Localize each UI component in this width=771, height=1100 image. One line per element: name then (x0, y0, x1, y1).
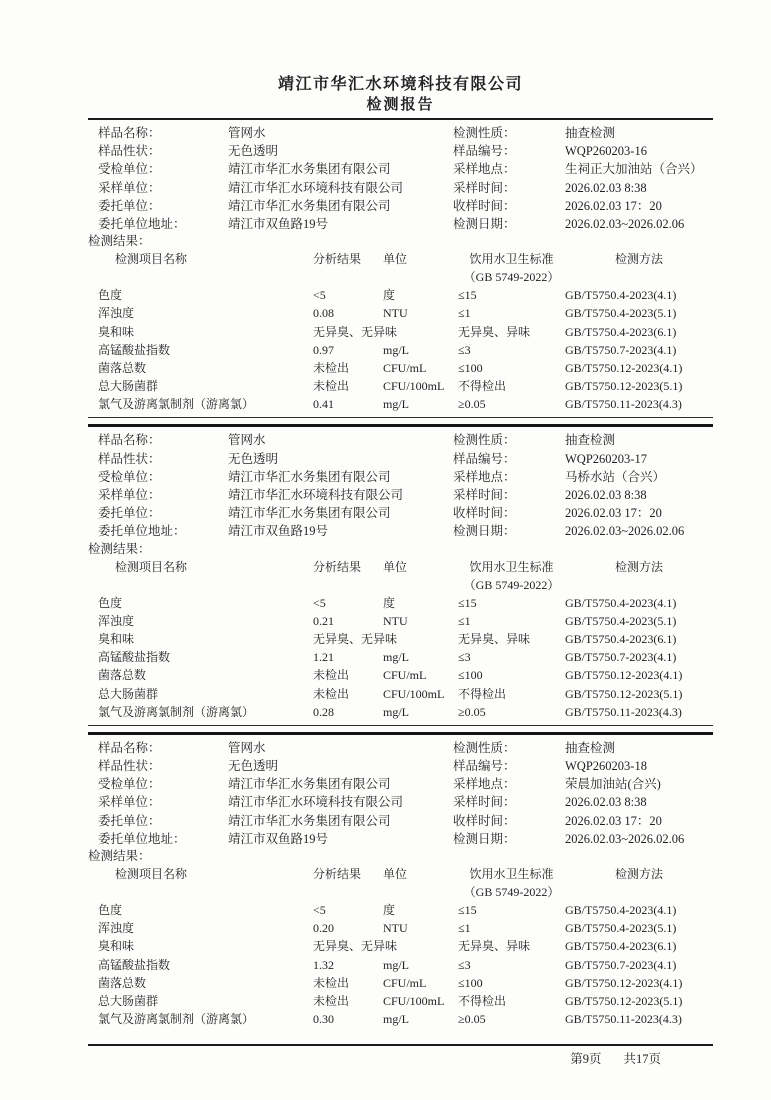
results-table (88, 901, 713, 1028)
parameter-name: 浑浊度 (98, 306, 135, 321)
field-label: 受检单位： (98, 162, 161, 177)
standard-code-line: （GB 5749-2022） (463, 577, 560, 592)
field-label: 委托单位地址： (98, 831, 186, 846)
table-row (88, 937, 713, 955)
parameter-name: 臭和味 (98, 324, 135, 339)
method-reference: GB/T5750.11-2023(4.3) (565, 1012, 682, 1027)
sample-section (88, 120, 713, 427)
field-value: 管网水 (228, 126, 266, 140)
sample-info (88, 124, 713, 233)
info-row (88, 179, 713, 197)
column-header-method: 检测方法 (614, 867, 663, 881)
field-value: 靖江市华汇水务集团有限公司 (228, 506, 391, 521)
info-row (88, 215, 713, 233)
table-row (88, 974, 713, 992)
field-value: 荣晨加油站(合兴) (565, 777, 661, 792)
field-value: 马桥水站（合兴） (565, 469, 666, 484)
field-value: 靖江市双鱼路19号 (228, 831, 329, 846)
result-value: <5 (313, 903, 326, 917)
standard-limit: ≤1 (458, 306, 471, 321)
result-value: 0.28 (313, 704, 334, 719)
field-value: 靖江市双鱼路19号 (228, 216, 329, 231)
result-value: 0.08 (313, 306, 334, 321)
table-row (88, 612, 713, 630)
field-value: 靖江市华汇水务集团有限公司 (228, 813, 391, 828)
result-value: 0.41 (313, 397, 334, 412)
field-label: 采样时间： (453, 795, 516, 810)
info-row (88, 793, 713, 811)
page-footer (88, 1050, 713, 1068)
info-row (88, 757, 713, 775)
unit-value: mg/L (383, 397, 409, 412)
column-header-result: 分析结果 (313, 559, 362, 574)
unit-value: 度 (383, 595, 396, 610)
unit-value: mg/L (383, 342, 409, 357)
method-reference: GB/T5750.12-2023(5.1) (565, 993, 683, 1008)
table-header (88, 558, 713, 594)
field-label: 样品编号： (453, 759, 516, 774)
field-value: 2026.02.03 17：20 (565, 506, 662, 521)
table-row (88, 359, 713, 377)
method-reference: GB/T5750.7-2023(4.1) (565, 650, 677, 665)
results-label: 检测结果： (88, 234, 151, 249)
field-value: 抽查检测 (565, 126, 616, 140)
sample-section (88, 427, 713, 734)
field-label: 受检单位： (98, 777, 161, 792)
method-reference: GB/T5750.11-2023(4.3) (565, 704, 682, 719)
field-label: 采样时间： (453, 180, 516, 195)
method-reference: GB/T5750.12-2023(5.1) (565, 686, 683, 701)
table-row (88, 304, 713, 322)
method-reference: GB/T5750.4-2023(5.1) (565, 306, 677, 321)
standard-limit: 无异臭、异味 (458, 324, 531, 339)
unit-value (383, 630, 458, 648)
standard-limit: ≥0.05 (458, 397, 486, 412)
table-row (88, 648, 713, 666)
field-value: 靖江市华汇水环境科技有限公司 (228, 795, 404, 810)
field-label: 样品名称： (98, 433, 161, 448)
column-header-method: 检测方法 (614, 252, 663, 267)
table-row (88, 377, 713, 395)
field-label: 委托单位： (98, 813, 161, 828)
field-value: 2026.02.03~2026.02.06 (565, 524, 685, 539)
result-value: 1.32 (313, 957, 334, 972)
method-reference: GB/T5750.4-2023(6.1) (565, 631, 677, 646)
table-row (88, 630, 713, 648)
unit-value (383, 323, 458, 341)
table-row (88, 341, 713, 359)
field-label: 采样单位： (98, 795, 161, 810)
unit-value: mg/L (383, 957, 409, 972)
standard-limit: ≤100 (458, 668, 483, 683)
standard-limit: 无异臭、异味 (458, 631, 531, 646)
unit-value: NTU (383, 613, 408, 628)
info-row (88, 486, 713, 504)
field-label: 委托单位地址： (98, 216, 186, 231)
method-reference: GB/T5750.4-2023(5.1) (565, 613, 677, 628)
column-header-unit: 单位 (383, 559, 408, 574)
table-bottom-rule (88, 417, 713, 418)
parameter-name: 臭和味 (98, 631, 135, 646)
method-reference: GB/T5750.4-2023(5.1) (565, 921, 677, 936)
field-label: 样品编号： (453, 451, 516, 466)
method-reference: GB/T5750.7-2023(4.1) (565, 957, 677, 972)
parameter-name: 总大肠菌群 (98, 686, 159, 701)
parameter-name: 浑浊度 (98, 921, 135, 936)
field-label: 检测性质： (453, 433, 516, 448)
standard-limit: ≤1 (458, 921, 471, 936)
result-value: 0.30 (313, 1012, 334, 1027)
column-header-result: 分析结果 (313, 867, 362, 881)
sample-info (88, 739, 713, 848)
field-label: 样品编号： (453, 144, 516, 159)
unit-value: mg/L (383, 650, 409, 665)
method-reference: GB/T5750.4-2023(4.1) (565, 595, 677, 610)
standard-limit: ≥0.05 (458, 1012, 486, 1027)
result-value: 0.21 (313, 613, 334, 628)
field-label: 委托单位： (98, 198, 161, 213)
unit-value: CFU/100mL (383, 379, 445, 394)
table-row (88, 594, 713, 612)
footer-divider (88, 1044, 713, 1046)
parameter-name: 总大肠菌群 (98, 993, 159, 1008)
method-reference: GB/T5750.11-2023(4.3) (565, 397, 682, 412)
sample-section (88, 735, 713, 1028)
table-row (88, 1010, 713, 1028)
column-header-standard (458, 865, 565, 901)
info-row (88, 431, 713, 449)
parameter-name: 菌落总数 (98, 668, 147, 683)
info-row (88, 504, 713, 522)
results-table (88, 286, 713, 413)
unit-value: mg/L (383, 704, 409, 719)
field-value: 管网水 (228, 740, 266, 755)
field-value: 靖江市华汇水务集团有限公司 (228, 162, 391, 177)
field-value: 2026.02.03 8:38 (565, 180, 647, 195)
parameter-name: 氯气及游离氯制剂（游离氯） (98, 704, 255, 719)
unit-value: NTU (383, 306, 408, 321)
column-header-result: 分析结果 (313, 252, 362, 267)
unit-value: CFU/mL (383, 360, 427, 375)
field-label: 采样单位： (98, 180, 161, 195)
standard-title-line: 饮用水卫生标准 (469, 252, 554, 267)
unit-value: CFU/100mL (383, 686, 445, 701)
parameter-name: 浑浊度 (98, 613, 135, 628)
method-reference: GB/T5750.12-2023(5.1) (565, 379, 683, 394)
unit-value: mg/L (383, 1012, 409, 1027)
method-reference: GB/T5750.4-2023(4.1) (565, 903, 677, 917)
info-row (88, 450, 713, 468)
results-label: 检测结果： (88, 541, 151, 556)
report-content (88, 0, 713, 1068)
result-value: 1.21 (313, 650, 334, 665)
table-row (88, 323, 713, 341)
column-header-unit: 单位 (383, 867, 408, 881)
table-row (88, 901, 713, 919)
field-label: 样品性状： (98, 144, 161, 159)
field-value: 2026.02.03 8:38 (565, 795, 647, 810)
parameter-name: 菌落总数 (98, 975, 147, 990)
unit-value: 度 (383, 903, 396, 917)
field-label: 样品名称： (98, 740, 161, 755)
standard-limit: ≤15 (458, 903, 477, 917)
field-label: 受检单位： (98, 469, 161, 484)
field-label: 检测日期： (453, 216, 516, 231)
field-label: 收样时间： (453, 506, 516, 521)
table-row (88, 286, 713, 304)
field-value: 无色透明 (228, 144, 279, 159)
standard-limit: 不得检出 (458, 379, 507, 394)
standard-limit: ≤3 (458, 957, 471, 972)
table-row (88, 395, 713, 413)
field-value: 2026.02.03~2026.02.06 (565, 831, 685, 846)
company-name: 靖江市华汇水环境科技有限公司 (277, 76, 523, 93)
field-value: 抽查检测 (565, 433, 616, 448)
standard-limit: ≤15 (458, 288, 477, 303)
field-value: 2026.02.03 17：20 (565, 813, 662, 828)
field-value: 2026.02.03~2026.02.06 (565, 216, 685, 231)
column-header-item: 检测项目名称 (115, 252, 188, 267)
standard-limit: ≤15 (458, 595, 477, 610)
standard-limit: ≤100 (458, 975, 483, 990)
field-label: 样品性状： (98, 451, 161, 466)
parameter-name: 高锰酸盐指数 (98, 957, 171, 972)
field-label: 样品名称： (98, 126, 161, 140)
result-value: 未检出 (313, 360, 350, 375)
result-value: 未检出 (313, 993, 350, 1008)
field-value: 靖江市华汇水务集团有限公司 (228, 198, 391, 213)
unit-value: CFU/100mL (383, 993, 445, 1008)
report-title: 检测报告 (366, 97, 435, 113)
info-row (88, 830, 713, 848)
standard-limit: 无异臭、异味 (458, 939, 531, 954)
table-header (88, 250, 713, 286)
field-label: 采样地点： (453, 777, 516, 792)
info-row (88, 468, 713, 486)
table-row (88, 666, 713, 684)
info-row (88, 775, 713, 793)
field-value: 无色透明 (228, 759, 279, 774)
info-row (88, 739, 713, 757)
info-row (88, 160, 713, 178)
method-reference: GB/T5750.4-2023(4.1) (565, 288, 677, 303)
unit-value: 度 (383, 288, 396, 303)
parameter-name: 高锰酸盐指数 (98, 650, 171, 665)
field-value: 2026.02.03 17：20 (565, 198, 662, 213)
parameter-name: 色度 (98, 288, 123, 303)
result-value: 未检出 (313, 668, 350, 683)
info-row (88, 124, 713, 142)
method-reference: GB/T5750.12-2023(4.1) (565, 668, 683, 683)
field-value: 2026.02.03 8:38 (565, 488, 647, 502)
parameter-name: 氯气及游离氯制剂（游离氯） (98, 1012, 255, 1027)
field-label: 检测性质： (453, 126, 516, 140)
sample-sections (88, 120, 713, 1028)
result-value: <5 (313, 288, 326, 303)
field-label: 采样地点： (453, 469, 516, 484)
page-total: 共17页 (623, 1052, 661, 1067)
result-value: <5 (313, 595, 326, 610)
field-label: 检测日期： (453, 524, 516, 539)
result-value: 0.97 (313, 342, 334, 357)
column-header-standard (458, 558, 565, 594)
field-value: 靖江市华汇水环境科技有限公司 (228, 180, 404, 195)
parameter-name: 总大肠菌群 (98, 379, 159, 394)
result-value: 未检出 (313, 686, 350, 701)
info-row (88, 522, 713, 540)
standard-limit: ≤3 (458, 342, 471, 357)
field-label: 收样时间： (453, 813, 516, 828)
standard-limit: 不得检出 (458, 993, 507, 1008)
table-row (88, 956, 713, 974)
unit-value: NTU (383, 921, 408, 936)
method-reference: GB/T5750.12-2023(4.1) (565, 975, 683, 990)
column-header-standard (458, 250, 565, 286)
info-row (88, 142, 713, 160)
result-value: 未检出 (313, 975, 350, 990)
parameter-name: 高锰酸盐指数 (98, 342, 171, 357)
results-table (88, 594, 713, 721)
standard-limit: ≥0.05 (458, 704, 486, 719)
parameter-name: 氯气及游离氯制剂（游离氯） (98, 397, 255, 412)
column-header-unit: 单位 (383, 252, 408, 267)
standard-title-line: 饮用水卫生标准 (469, 867, 554, 881)
standard-title-line: 饮用水卫生标准 (469, 559, 554, 574)
unit-value (383, 937, 458, 955)
parameter-name: 色度 (98, 595, 123, 610)
result-value: 无异臭、无异味 (313, 324, 398, 339)
field-value: 靖江市华汇水务集团有限公司 (228, 777, 391, 792)
field-value: 管网水 (228, 433, 266, 448)
method-reference: GB/T5750.12-2023(4.1) (565, 360, 683, 375)
results-label: 检测结果： (88, 849, 151, 863)
info-row (88, 197, 713, 215)
table-bottom-rule (88, 725, 713, 726)
field-label: 检测性质： (453, 740, 516, 755)
field-value: 生祠正大加油站（合兴） (565, 162, 703, 177)
parameter-name: 菌落总数 (98, 360, 147, 375)
standard-code-line: （GB 5749-2022） (463, 885, 560, 899)
field-label: 检测日期： (453, 831, 516, 846)
field-value: 靖江市华汇水环境科技有限公司 (228, 488, 404, 502)
table-row (88, 685, 713, 703)
table-row (88, 919, 713, 937)
field-value: 抽查检测 (565, 740, 616, 755)
field-label: 样品性状： (98, 759, 161, 774)
result-value: 未检出 (313, 379, 350, 394)
table-header (88, 865, 713, 901)
field-label: 委托单位： (98, 506, 161, 521)
parameter-name: 臭和味 (98, 939, 135, 954)
standard-limit: ≤3 (458, 650, 471, 665)
field-label: 采样时间： (453, 488, 516, 502)
parameter-name: 色度 (98, 903, 123, 917)
result-value: 0.20 (313, 921, 334, 936)
field-value: 靖江市华汇水务集团有限公司 (228, 469, 391, 484)
column-header-item: 检测项目名称 (115, 559, 188, 574)
info-row (88, 812, 713, 830)
field-label: 采样单位： (98, 488, 161, 502)
page-number: 第9页 (570, 1052, 602, 1067)
result-value: 无异臭、无异味 (313, 939, 398, 954)
field-value: WQP260203-16 (565, 144, 647, 159)
field-value: WQP260203-18 (565, 759, 647, 774)
unit-value: CFU/mL (383, 975, 427, 990)
field-value: WQP260203-17 (565, 451, 647, 466)
column-header-item: 检测项目名称 (115, 867, 188, 881)
standard-limit: 不得检出 (458, 686, 507, 701)
table-row (88, 992, 713, 1010)
field-label: 委托单位地址： (98, 524, 186, 539)
standard-limit: ≤1 (458, 613, 471, 628)
result-value: 无异臭、无异味 (313, 631, 398, 646)
field-label: 收样时间： (453, 198, 516, 213)
table-row (88, 703, 713, 721)
field-label: 采样地点： (453, 162, 516, 177)
method-reference: GB/T5750.4-2023(6.1) (565, 324, 677, 339)
field-value: 无色透明 (228, 451, 279, 466)
sample-info (88, 431, 713, 540)
field-value: 靖江市双鱼路19号 (228, 524, 329, 539)
unit-value: CFU/mL (383, 668, 427, 683)
method-reference: GB/T5750.4-2023(6.1) (565, 939, 677, 954)
column-header-method: 检测方法 (614, 559, 663, 574)
standard-code-line: （GB 5749-2022） (463, 270, 560, 285)
method-reference: GB/T5750.7-2023(4.1) (565, 342, 677, 357)
standard-limit: ≤100 (458, 360, 483, 375)
